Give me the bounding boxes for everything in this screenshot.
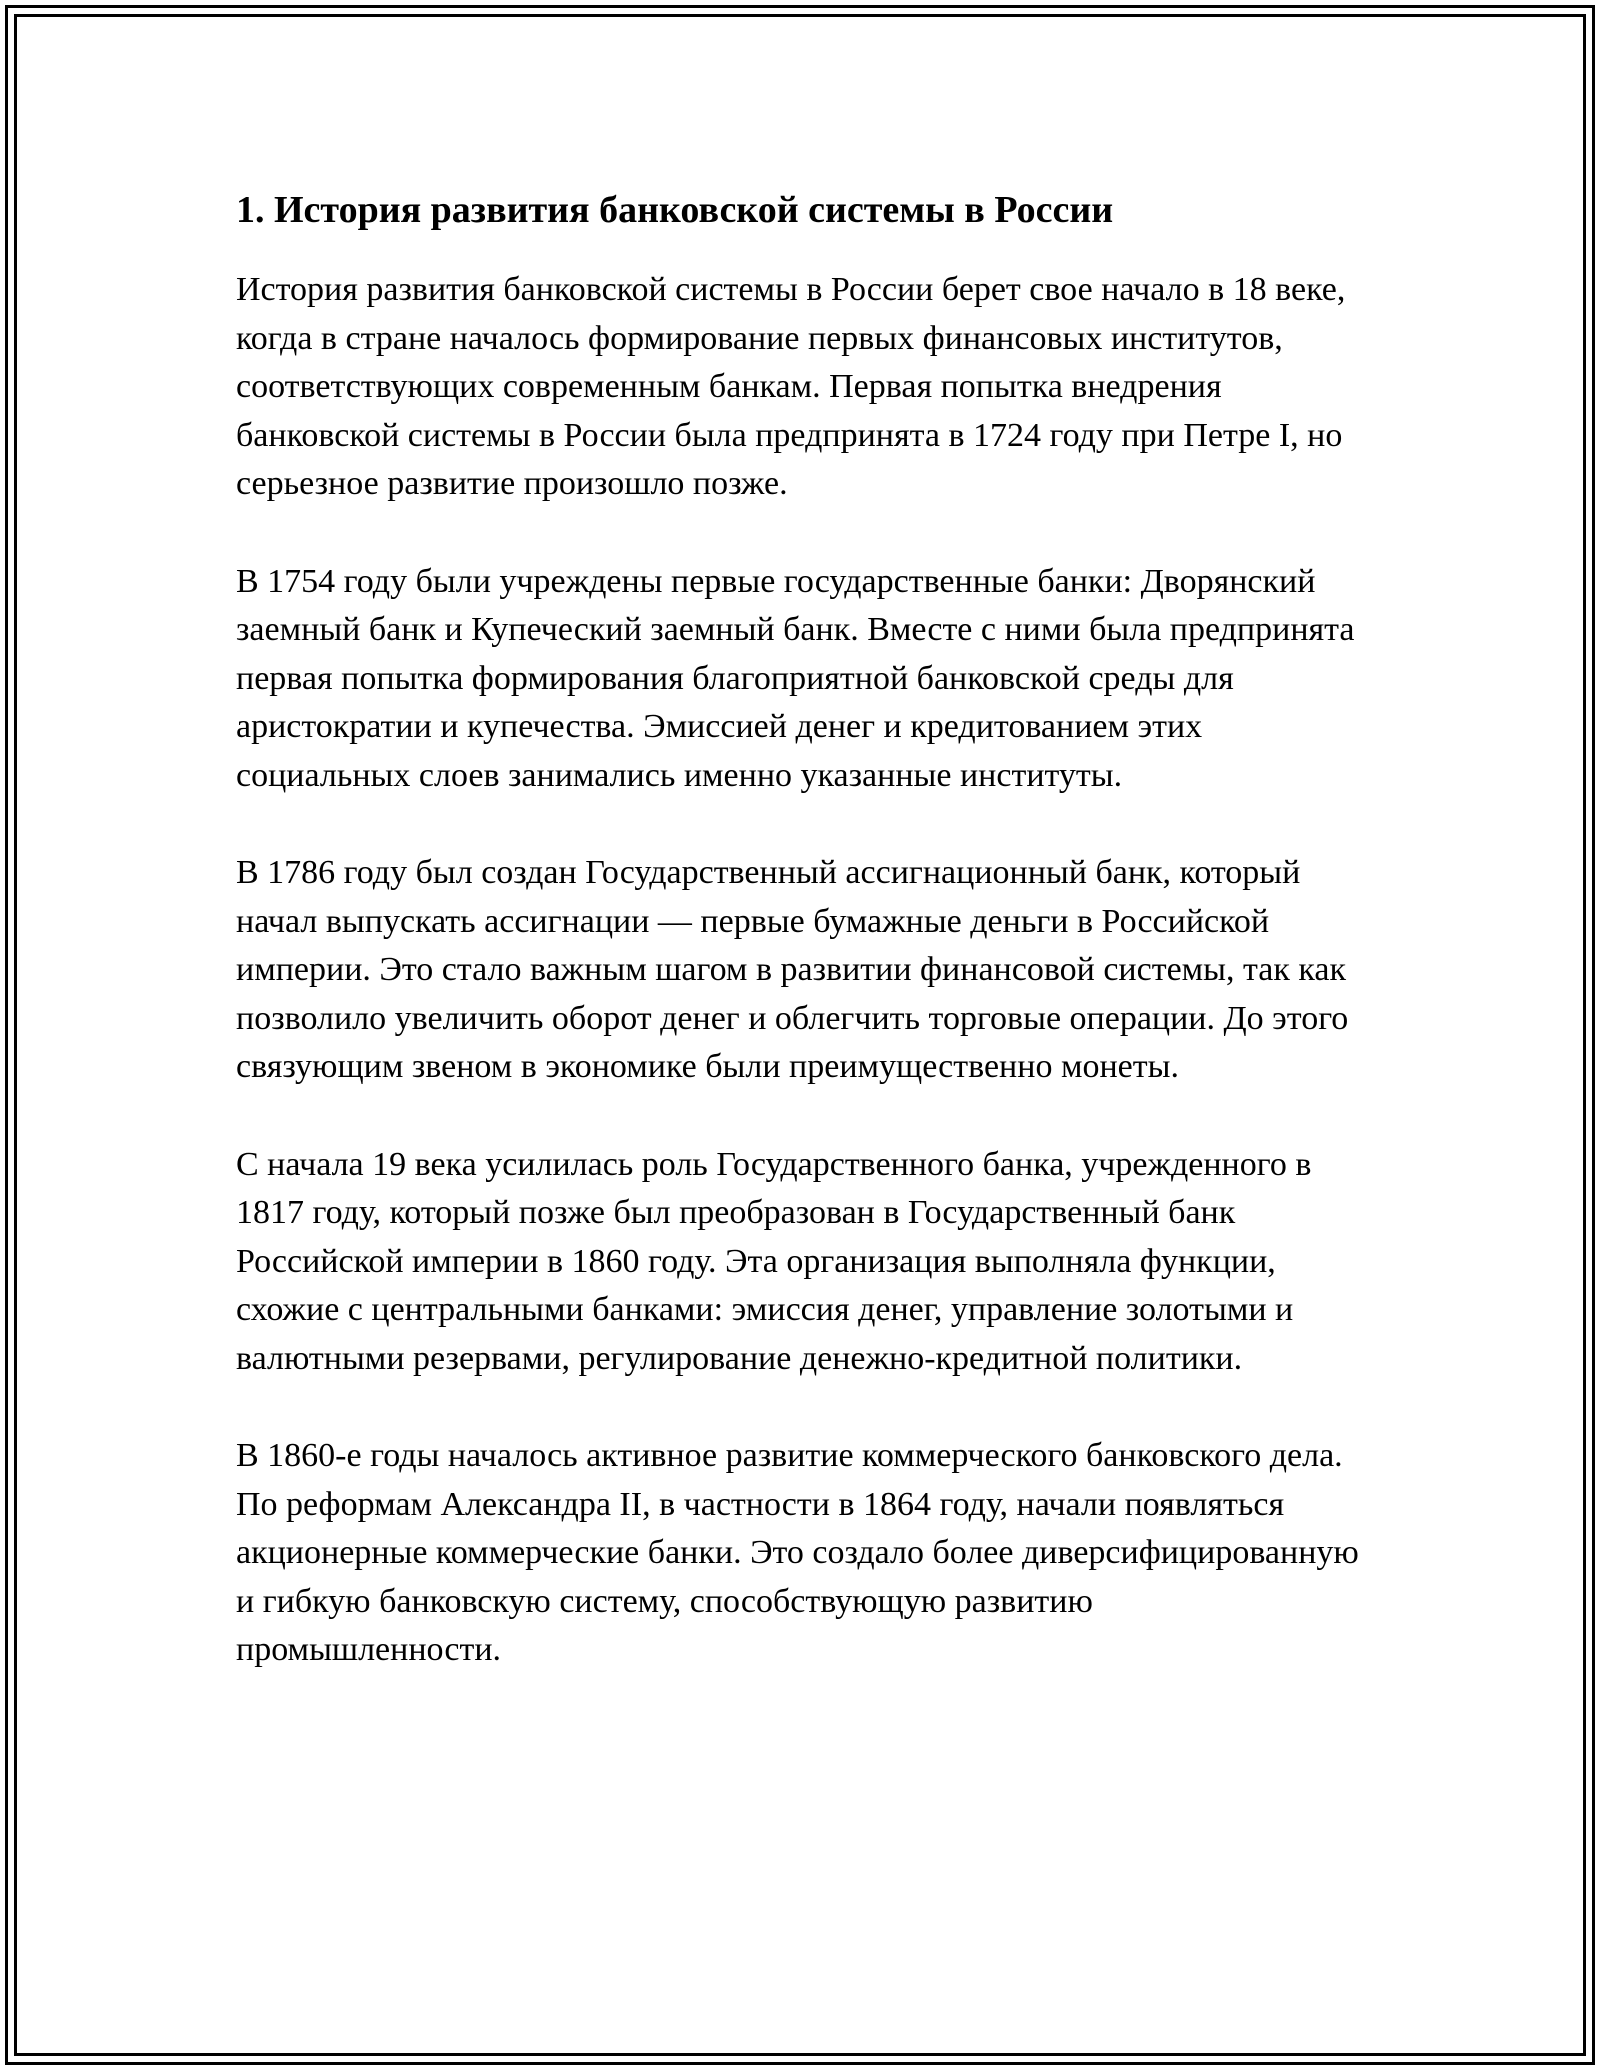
document-body <box>236 186 1366 1724</box>
paragraph-2: В 1754 году были учреждены первые государственные банки: Дворянский заемный банк и Купеческий заемный банк. Вместе с ними была предпринята первая попытка формирования благоприятной банковской среды для аристократии и купечества. Эмиссией денег и кредитованием этих социальных слоев занимались именно указанные институты. <box>236 562 1355 794</box>
section-heading: 1. История развития банковской системы в России <box>236 189 1114 231</box>
paragraph-1: История развития банковской системы в России берет свое начало в 18 веке, когда в стране началось формирование первых финансовых институтов, соответствующих современным банкам. Первая попытка внедрения банковской системы в России была предпринята в 1724 году при Петре I, но серьезное развитие произошло позже. <box>236 271 1346 502</box>
paragraph-4: С начала 19 века усилилась роль Государственного банка, учрежденного в 1817 году, который позже был преобразован в Государственный банк Российской империи в 1860 году. Эта организация выполняла функции, схожие с центральными банками: эмиссия денег, управление золотыми и валютными резервами, регулирование денежно-кредитной политики. <box>236 1145 1312 1377</box>
paragraph-3: В 1786 году был создан Государственный ассигнационный банк, который начал выпускать ассигнации — первые бумажные деньги в Российской империи. Это стало важным шагом в развитии финансовой системы, так как позволило увеличить оборот денег и облегчить торговые операции. До этого связующим звеном в экономике были преимущественно монеты. <box>236 854 1349 1085</box>
paragraph-5: В 1860-е годы началось активное развитие коммерческого банковского дела. По реформам Александра II, в частности в 1864 году, начали появляться акционерные коммерческие банки. Это создало более диверсифицированную и гибкую банковскую систему, способствующую развитию промышленности. <box>236 1437 1359 1668</box>
